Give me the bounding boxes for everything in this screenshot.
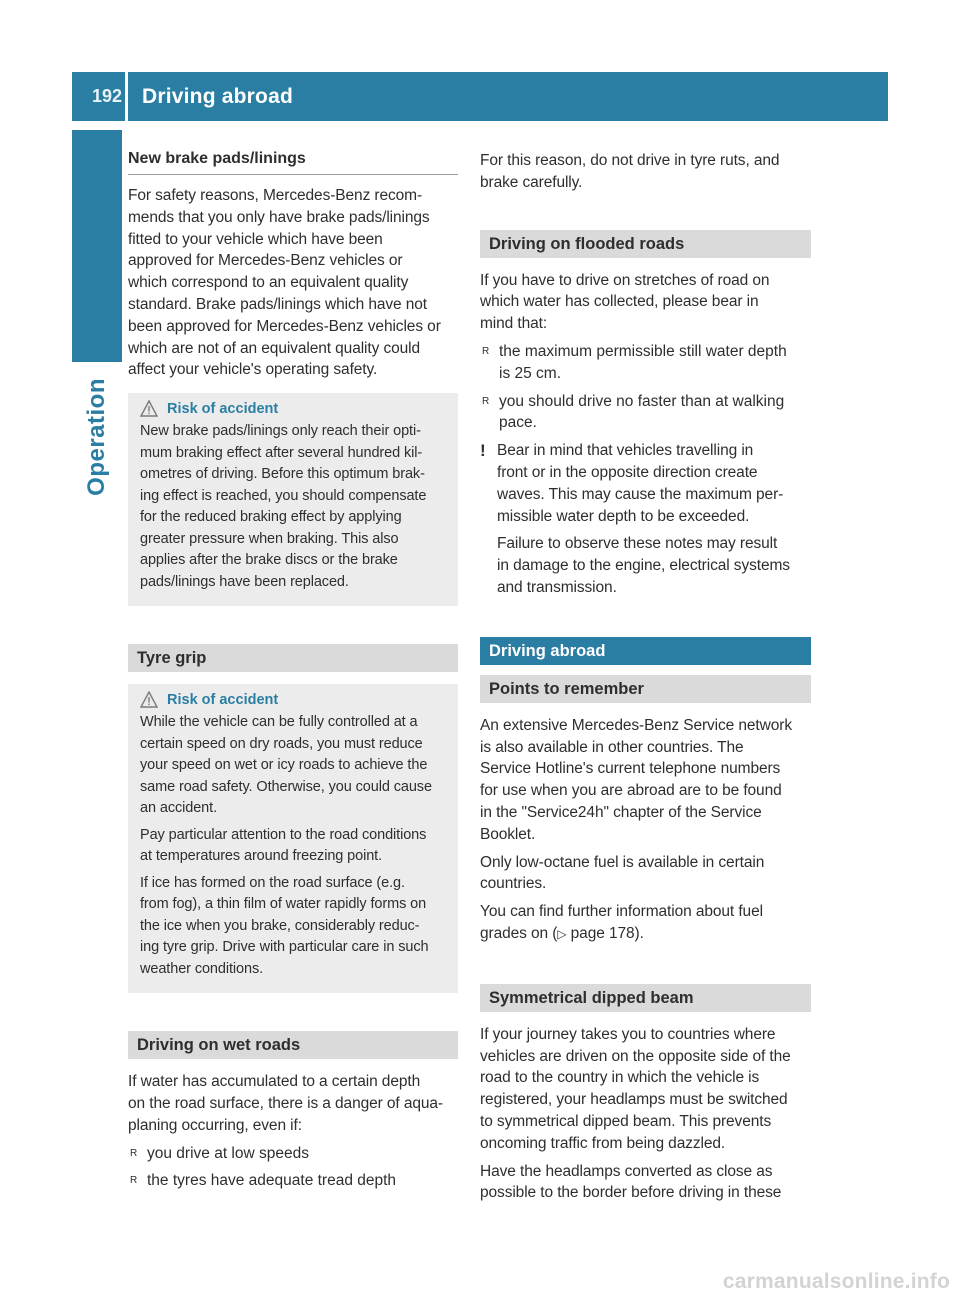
warning-box-tyre — [128, 684, 458, 993]
warning-text: If ice has formed on the road surface (e.g. from fog), a thin film of water rapidly forms on the ice when you brake, considerably reduc- ing tyre grip. Drive with particular care in such weather conditions. — [140, 874, 429, 977]
flooded-paragraph: If you have to drive on stretches of road on which water has collected, please bear in mind that: — [480, 271, 770, 333]
list-item: R you should drive no faster than at walking pace. — [482, 392, 785, 432]
heading-driving-abroad: Driving abroad — [480, 637, 811, 665]
warning-box-brake — [128, 393, 458, 606]
warning-text: While the vehicle can be fully controlled at a certain speed on dry roads, you must reduce your speed on wet or icy roads to achieve the same road safety. Otherwise, you could cause an accident. — [140, 714, 432, 817]
list-item: R the maximum permissible still water depth is 25 cm. — [482, 342, 787, 382]
heading-wet-roads: Driving on wet roads — [128, 1031, 458, 1059]
list-item: R the tyres have adequate tread depth — [130, 1172, 397, 1190]
beam-paragraph: If your journey takes you to countries where vehicles are driven on the opposite side of the road to the country in which the vehicle is registered, your headlamps must be switched to symmetrical dipped beam. This prevents oncoming traffic from being dazzled. — [480, 1025, 791, 1152]
wet-paragraph: If water has accumulated to a certain depth on the road surface, there is a danger of aqua- planing occurring, even if: — [128, 1073, 443, 1134]
warning-title: Risk of accident — [167, 691, 279, 708]
abroad-paragraph: An extensive Mercedes-Benz Service network is also available in other countries. The Service Hotline's current telephone numbers for use when you are abroad are to be found in the "Service24h" chapter of the Service Booklet. — [480, 716, 792, 843]
warning-triangle-icon — [140, 691, 158, 708]
note-text: Bear in mind that vehicles travelling in front or in the opposite direction create waves. This may cause the maximum per- missible water depth to be exceeded. — [497, 442, 784, 525]
section-tab-label: Operation — [83, 374, 111, 500]
heading-brake-pads: New brake pads/linings — [128, 150, 458, 175]
heading-points-to-remember: Points to remember — [480, 675, 811, 703]
warning-text: Pay particular attention to the road conditions at temperatures around freezing point. — [140, 826, 427, 865]
left-column — [128, 150, 458, 1198]
section-tab-label-wrap — [72, 290, 122, 500]
heading-tyre-grip: Tyre grip — [128, 644, 458, 672]
list-item: R you drive at low speeds — [130, 1144, 309, 1162]
intro-paragraph: For this reason, do not drive in tyre ruts, and brake carefully. — [480, 152, 780, 191]
warning-text: New brake pads/linings only reach their opti- mum braking effect after several hundred kil- ometres of driving. Before this optimum brak- ing effect is reached, you should compensate for the reduced braking effect by applying greater pressure when braking. This also applies after the brake discs or the brake pads/linings have been replaced. — [140, 423, 427, 590]
note-text: Failure to observe these notes may result in damage to the engine, electrical systems and transmission. — [497, 535, 790, 596]
page-header — [72, 72, 888, 121]
beam-paragraph-2: Have the headlamps converted as close as possible to the border before driving in these — [480, 1162, 782, 1202]
fuel-reference-paragraph: You can find further information about fuel grades on (▷ page 178). — [480, 903, 763, 942]
heading-symmetrical-dipped-beam: Symmetrical dipped beam — [480, 984, 811, 1012]
right-column — [480, 150, 811, 1210]
page-number: 192 — [91, 86, 122, 106]
exclamation-icon: ! — [480, 441, 486, 461]
warning-triangle-icon — [140, 400, 158, 417]
brake-paragraph: For safety reasons, Mercedes-Benz recom- mends that you only have brake pads/linings fitted to your vehicle which have been approved for Mercedes-Benz vehicles or which correspond to an equivalent quality standard. Brake pads/linings which have not been approved for Mercedes-Benz vehicles or which are not of an equivalent quality could affect your vehicle's operating safety. — [128, 187, 441, 379]
caution-note — [480, 440, 811, 533]
heading-flooded-roads: Driving on flooded roads — [480, 230, 811, 258]
page-reference-arrow-icon: ▷ — [557, 926, 567, 941]
warning-title: Risk of accident — [167, 400, 279, 417]
chapter-title: Driving abroad — [142, 84, 293, 108]
fuel-paragraph: Only low-octane fuel is available in certain countries. — [480, 853, 765, 893]
watermark: carmanualsonline.info — [722, 1270, 950, 1293]
